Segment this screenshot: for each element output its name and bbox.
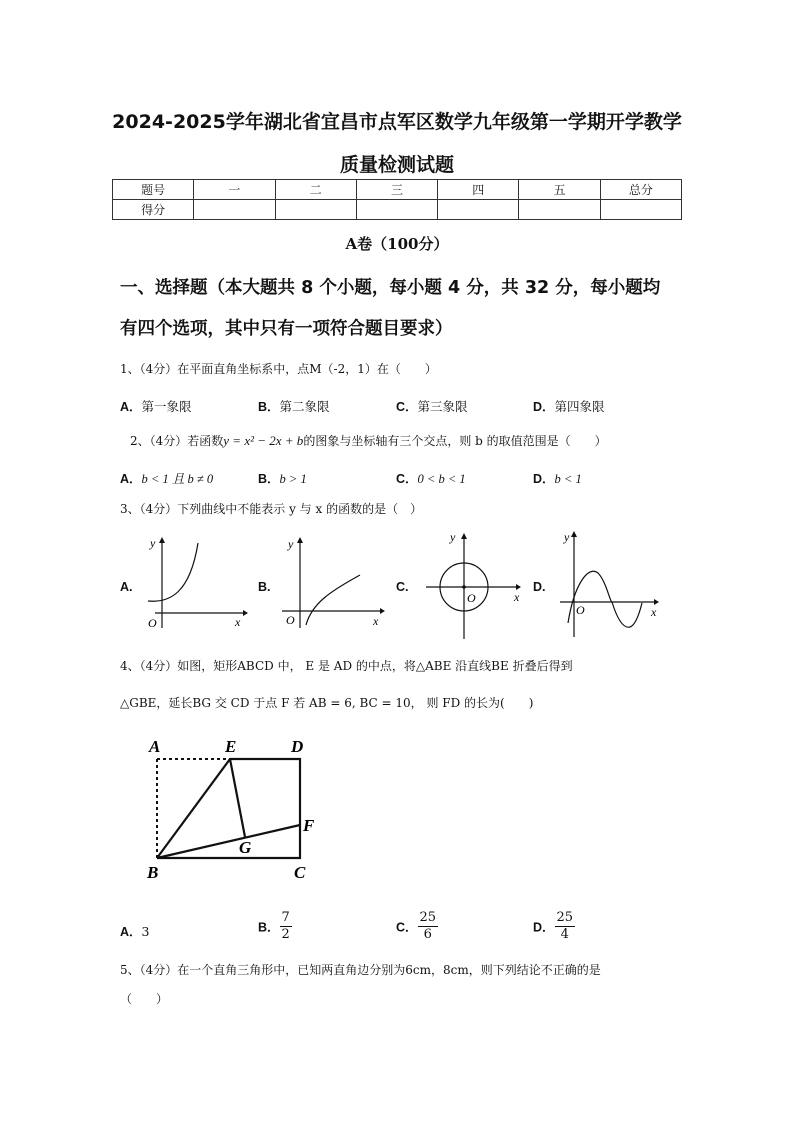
svg-text:x: x (514, 590, 520, 604)
point-g-label: G (239, 838, 252, 857)
svg-text:y: y (288, 537, 294, 551)
score-cell: 五 (519, 180, 600, 200)
point-d-label: D (291, 737, 304, 756)
section-heading-line2: 有四个选项，其中只有一项符合题目要求） (120, 319, 453, 339)
question-4-line1: 4、（4分）如图，矩形ABCD 中， E 是 AD 的中点，将△ABE 沿直线BE 折叠后得到 (120, 659, 573, 673)
score-cell (356, 200, 437, 220)
exam-title-line1: 2024-2025学年湖北省宜昌市点军区数学九年级第一学期开学教学 (112, 111, 682, 133)
question-4-line2: △GBE，延长BG 交 CD 于点 F 若 AB = 6, BC = 10， 则 FD 的长为( ) (120, 696, 534, 710)
svg-text:O: O (467, 591, 476, 605)
question-5-line2: （ ） (120, 992, 169, 1006)
score-table-header-row (113, 180, 682, 200)
score-cell (194, 200, 275, 220)
q2-option-b: B．b > 1 (258, 472, 307, 486)
point-a-label: A (149, 737, 161, 756)
score-cell (275, 200, 356, 220)
score-table (112, 179, 682, 220)
q4-option-d: D． $\frac{25}{4}$ (533, 910, 574, 942)
question-1-stem: 1、（4分）在平面直角坐标系中，点M（-2，1）在（ ） (120, 362, 437, 376)
svg-text:y: y (564, 530, 570, 544)
score-cell: 一 (194, 180, 275, 200)
score-cell: 二 (275, 180, 356, 200)
exam-title-line2: 质量检测试题 (339, 154, 454, 176)
q1-option-b: B．第二象限 (258, 399, 330, 414)
q3-option-d-label: D. (533, 580, 546, 594)
q1-option-c: C．第三象限 (396, 399, 468, 414)
point-f-label: F (303, 816, 315, 835)
q2-option-d: D．b < 1 (533, 472, 582, 486)
score-cell (438, 200, 519, 220)
question-3-stem: 3、（4分）下列曲线中不能表示 y 与 x 的函数的是（ ） (120, 502, 423, 516)
q1-option-d: D．第四象限 (533, 399, 605, 414)
q3-graph-d (556, 525, 666, 640)
score-cell: 得分 (113, 200, 194, 220)
svg-text:y: y (450, 530, 456, 544)
q4-option-c: C． $\frac{25}{6}$ (396, 910, 437, 942)
score-table-score-row (113, 200, 682, 220)
point-e-label: E (225, 737, 237, 756)
q4-option-b: B． $\frac{7}{2}$ (258, 910, 290, 942)
question-5-line1: 5、（4分）在一个直角三角形中，已知两直角边分别为6cm，8cm，则下列结论不正确的是 (120, 963, 601, 977)
q4-option-a: A．3 (120, 924, 150, 939)
score-cell (600, 200, 681, 220)
point-c-label: C (294, 863, 306, 882)
origin-label: O (148, 616, 157, 630)
q2-option-c: C．0 < b < 1 (396, 472, 466, 486)
score-cell: 四 (438, 180, 519, 200)
q3-graph-c (418, 527, 528, 642)
score-cell: 总分 (600, 180, 681, 200)
x-axis-label: x (235, 615, 241, 629)
score-cell: 三 (356, 180, 437, 200)
svg-text:x: x (651, 605, 657, 619)
q4-rectangle-figure (135, 730, 335, 890)
volume-heading: A卷（100分） (345, 235, 449, 253)
point-b-label: B (147, 863, 159, 882)
q2-option-a: A．b < 1 且 b ≠ 0 (120, 472, 214, 486)
q3-option-b-label: B. (258, 580, 271, 594)
question-2-stem: 2、（4分）若函数y = x² − 2x + b的图象与坐标轴有三个交点，则 b 的取值范围是（ ） (130, 433, 607, 448)
q3-graph-a (140, 533, 250, 633)
q3-option-a-label: A. (120, 580, 133, 594)
y-axis-label: y (150, 536, 156, 550)
q3-option-c-label: C. (396, 580, 409, 594)
q1-option-a: A．第一象限 (120, 399, 192, 414)
svg-text:O: O (286, 613, 295, 627)
svg-text:x: x (373, 614, 379, 628)
score-cell: 题号 (113, 180, 194, 200)
q3-graph-b (276, 533, 388, 633)
section-heading-line1: 一、选择题（本大题共 8 个小题，每小题 4 分，共 32 分，每小题均 (120, 278, 661, 298)
svg-text:O: O (576, 603, 585, 617)
score-cell (519, 200, 600, 220)
